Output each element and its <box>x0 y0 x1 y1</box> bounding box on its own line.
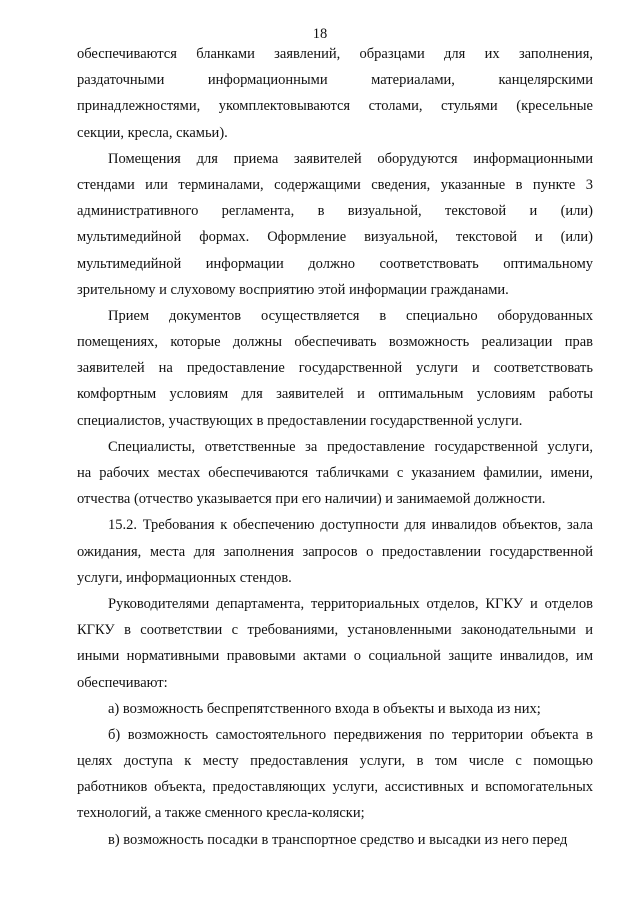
text-line: отчества (отчество указывается при его наличии) и занимаемой должности. <box>77 491 546 508</box>
text-line: заявителей на предоставление государственной услуги и соответствовать <box>77 360 593 377</box>
text-line: 15.2. Требования к обеспечению доступности для инвалидов объектов, зала <box>108 517 593 534</box>
text-line: ожидания, места для заполнения запросов о предоставлении государственной <box>77 543 593 560</box>
text-line: мультимедийной информации должно соответствовать оптимальному <box>77 255 593 272</box>
text-line: Специалисты, ответственные за предоставление государственной услуги, <box>108 438 593 455</box>
paragraph <box>77 434 593 513</box>
text-line: а) возможность беспрепятственного входа в объекты и выхода из них; <box>108 700 541 717</box>
text-line: Руководителями департамента, территориальных отделов, КГКУ и отделов <box>108 595 593 612</box>
text-line: КГКУ в соответствии с требованиями, установленными законодательными и <box>77 622 593 639</box>
text-line: раздаточными информационными материалами, канцелярскими <box>77 72 593 89</box>
paragraph <box>77 146 593 303</box>
paragraph <box>77 512 593 591</box>
text-line: технологий, а также сменного кресла-коляски; <box>77 805 365 822</box>
text-line: обеспечивают: <box>77 674 168 691</box>
text-line: целях доступа к месту предоставления услуги, в том числе с помощью <box>77 753 593 770</box>
page-number: 18 <box>312 26 328 42</box>
paragraph <box>77 303 593 434</box>
paragraph <box>77 591 593 696</box>
paragraph <box>77 696 593 722</box>
text-line: Прием документов осуществляется в специально оборудованных <box>108 307 593 324</box>
text-line: иными нормативными правовыми актами о социальной защите инвалидов, им <box>77 648 593 665</box>
text-line: стендами или терминалами, содержащими сведения, указанные в пункте 3 <box>77 176 593 193</box>
text-line: обеспечиваются бланками заявлений, образцами для их заполнения, <box>77 46 593 62</box>
paragraph <box>77 722 593 827</box>
text-line: административного регламента, в визуальной, текстовой и (или) <box>77 203 593 220</box>
text-line: услуги, информационных стендов. <box>77 569 292 586</box>
text-line: зрительному и слуховому восприятию этой информации гражданами. <box>77 281 509 298</box>
text-line: на рабочих местах обеспечиваются табличками с указанием фамилии, имени, <box>77 465 593 481</box>
text-line: принадлежностями, укомплектовываются столами, стульями (кресельные <box>77 98 593 115</box>
text-line: Помещения для приема заявителей оборудуются информационными <box>108 150 593 167</box>
text-line: специалистов, участвующих в предоставлении государственной услуги. <box>77 412 523 429</box>
text-line: б) возможность самостоятельного передвижения по территории объекта в <box>108 726 593 743</box>
paragraph <box>77 827 593 853</box>
document-body <box>77 41 593 853</box>
text-line: комфортным условиям для заявителей и оптимальным условиям работы <box>77 386 593 403</box>
text-line: помещениях, которые должны обеспечивать возможность реализации прав <box>77 334 593 351</box>
paragraph <box>77 41 593 146</box>
text-line: работников объекта, предоставляющих услуги, ассистивных и вспомогательных <box>77 779 593 796</box>
text-line: в) возможность посадки в транспортное средство и высадки из него перед <box>108 831 568 848</box>
text-line: мультимедийной формах. Оформление визуальной, текстовой и (или) <box>77 229 593 246</box>
text-line: секции, кресла, скамьи). <box>77 124 228 141</box>
